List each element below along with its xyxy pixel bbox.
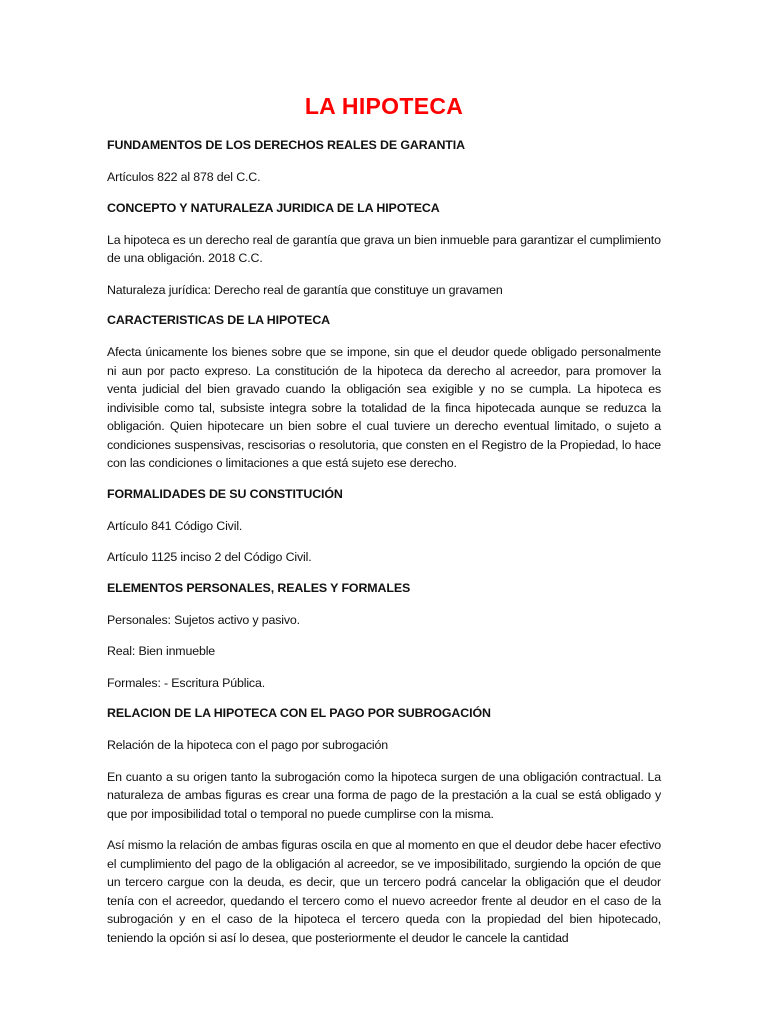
document-body — [107, 137, 661, 947]
section-heading: FORMALIDADES DE SU CONSTITUCIÓN — [107, 486, 343, 501]
paragraph: Artículo 841 Código Civil. — [107, 518, 243, 533]
paragraph: Formales: - Escritura Pública. — [107, 675, 266, 690]
paragraph: Relación de la hipoteca con el pago por subrogación — [107, 738, 388, 752]
section-heading: FUNDAMENTOS DE LOS DERECHOS REALES DE GARANTIA — [107, 138, 465, 152]
document-title: LA HIPOTECA — [304, 93, 464, 119]
section-heading: CONCEPTO Y NATURALEZA JURIDICA DE LA HIPOTECA — [107, 200, 440, 215]
paragraph: Real: Bien inmueble — [107, 644, 216, 658]
section-heading: RELACION DE LA HIPOTECA CON EL PAGO POR SUBROGACIÓN — [107, 706, 491, 720]
paragraph: Así mismo la relación de ambas figuras oscila en que al momento en que el deudor debe hacer efectivo el cumplimiento del pago de la obligación al acreedor, se ve imposibilitado, surgiendo la opción de que un tercero cargue con la deuda, es decir, que un tercero podrá cancelar la obligación que el deudor tenía con el acreedor, quedando el tercero como el nuevo acreedor frente al deudor en el caso de la subrogación y en el caso de la hipoteca el tercero queda con la propiedad del bien hipotecado, teniendo la opción si así lo desea, que posteriormente el deudor le cancele la cantidad — [107, 838, 661, 945]
section-heading: ELEMENTOS PERSONALES, REALES Y FORMALES — [107, 580, 411, 595]
paragraph: Naturaleza jurídica: Derecho real de garantía que constituye un gravamen — [107, 282, 503, 297]
paragraph: Artículos 822 al 878 del C.C. — [107, 170, 261, 184]
paragraph: La hipoteca es un derecho real de garantía que grava un bien inmueble para garantizar el cumplimiento de una obligación. 2018 C.C. — [107, 232, 661, 265]
paragraph: Personales: Sujetos activo y pasivo. — [107, 612, 300, 627]
paragraph: En cuanto a su origen tanto la subrogación como la hipoteca surgen de una obligación contractual. La naturaleza de ambas figuras es crear una forma de pago de la prestación a la cual se está obligado y que por imposibilidad total o temporal no puede cumplirse con la misma. — [107, 769, 661, 821]
paragraph: Artículo 1125 inciso 2 del Código Civil. — [107, 550, 312, 564]
paragraph: Afecta únicamente los bienes sobre que se impone, sin que el deudor quede obligado personalmente ni aun por pacto expreso. La constitución de la hipoteca da derecho al acreedor, para promover la venta judicial del bien gravado cuando la obligación sea exigible y no se cumpla. La hipoteca es indivisible como tal, subsiste integra sobre la totalidad de la finca hipotecada aunque se reduzca la obligación. Quien hipotecare un bien sobre el cual tuviere un derecho eventual limitado, o sujeto a condiciones suspensivas, rescisorias o resolutoria, que consten en el Registro de la Propiedad, lo hace con las condiciones o limitaciones a que está sujeto ese derecho. — [107, 345, 661, 470]
section-heading: CARACTERISTICAS DE LA HIPOTECA — [107, 313, 331, 327]
